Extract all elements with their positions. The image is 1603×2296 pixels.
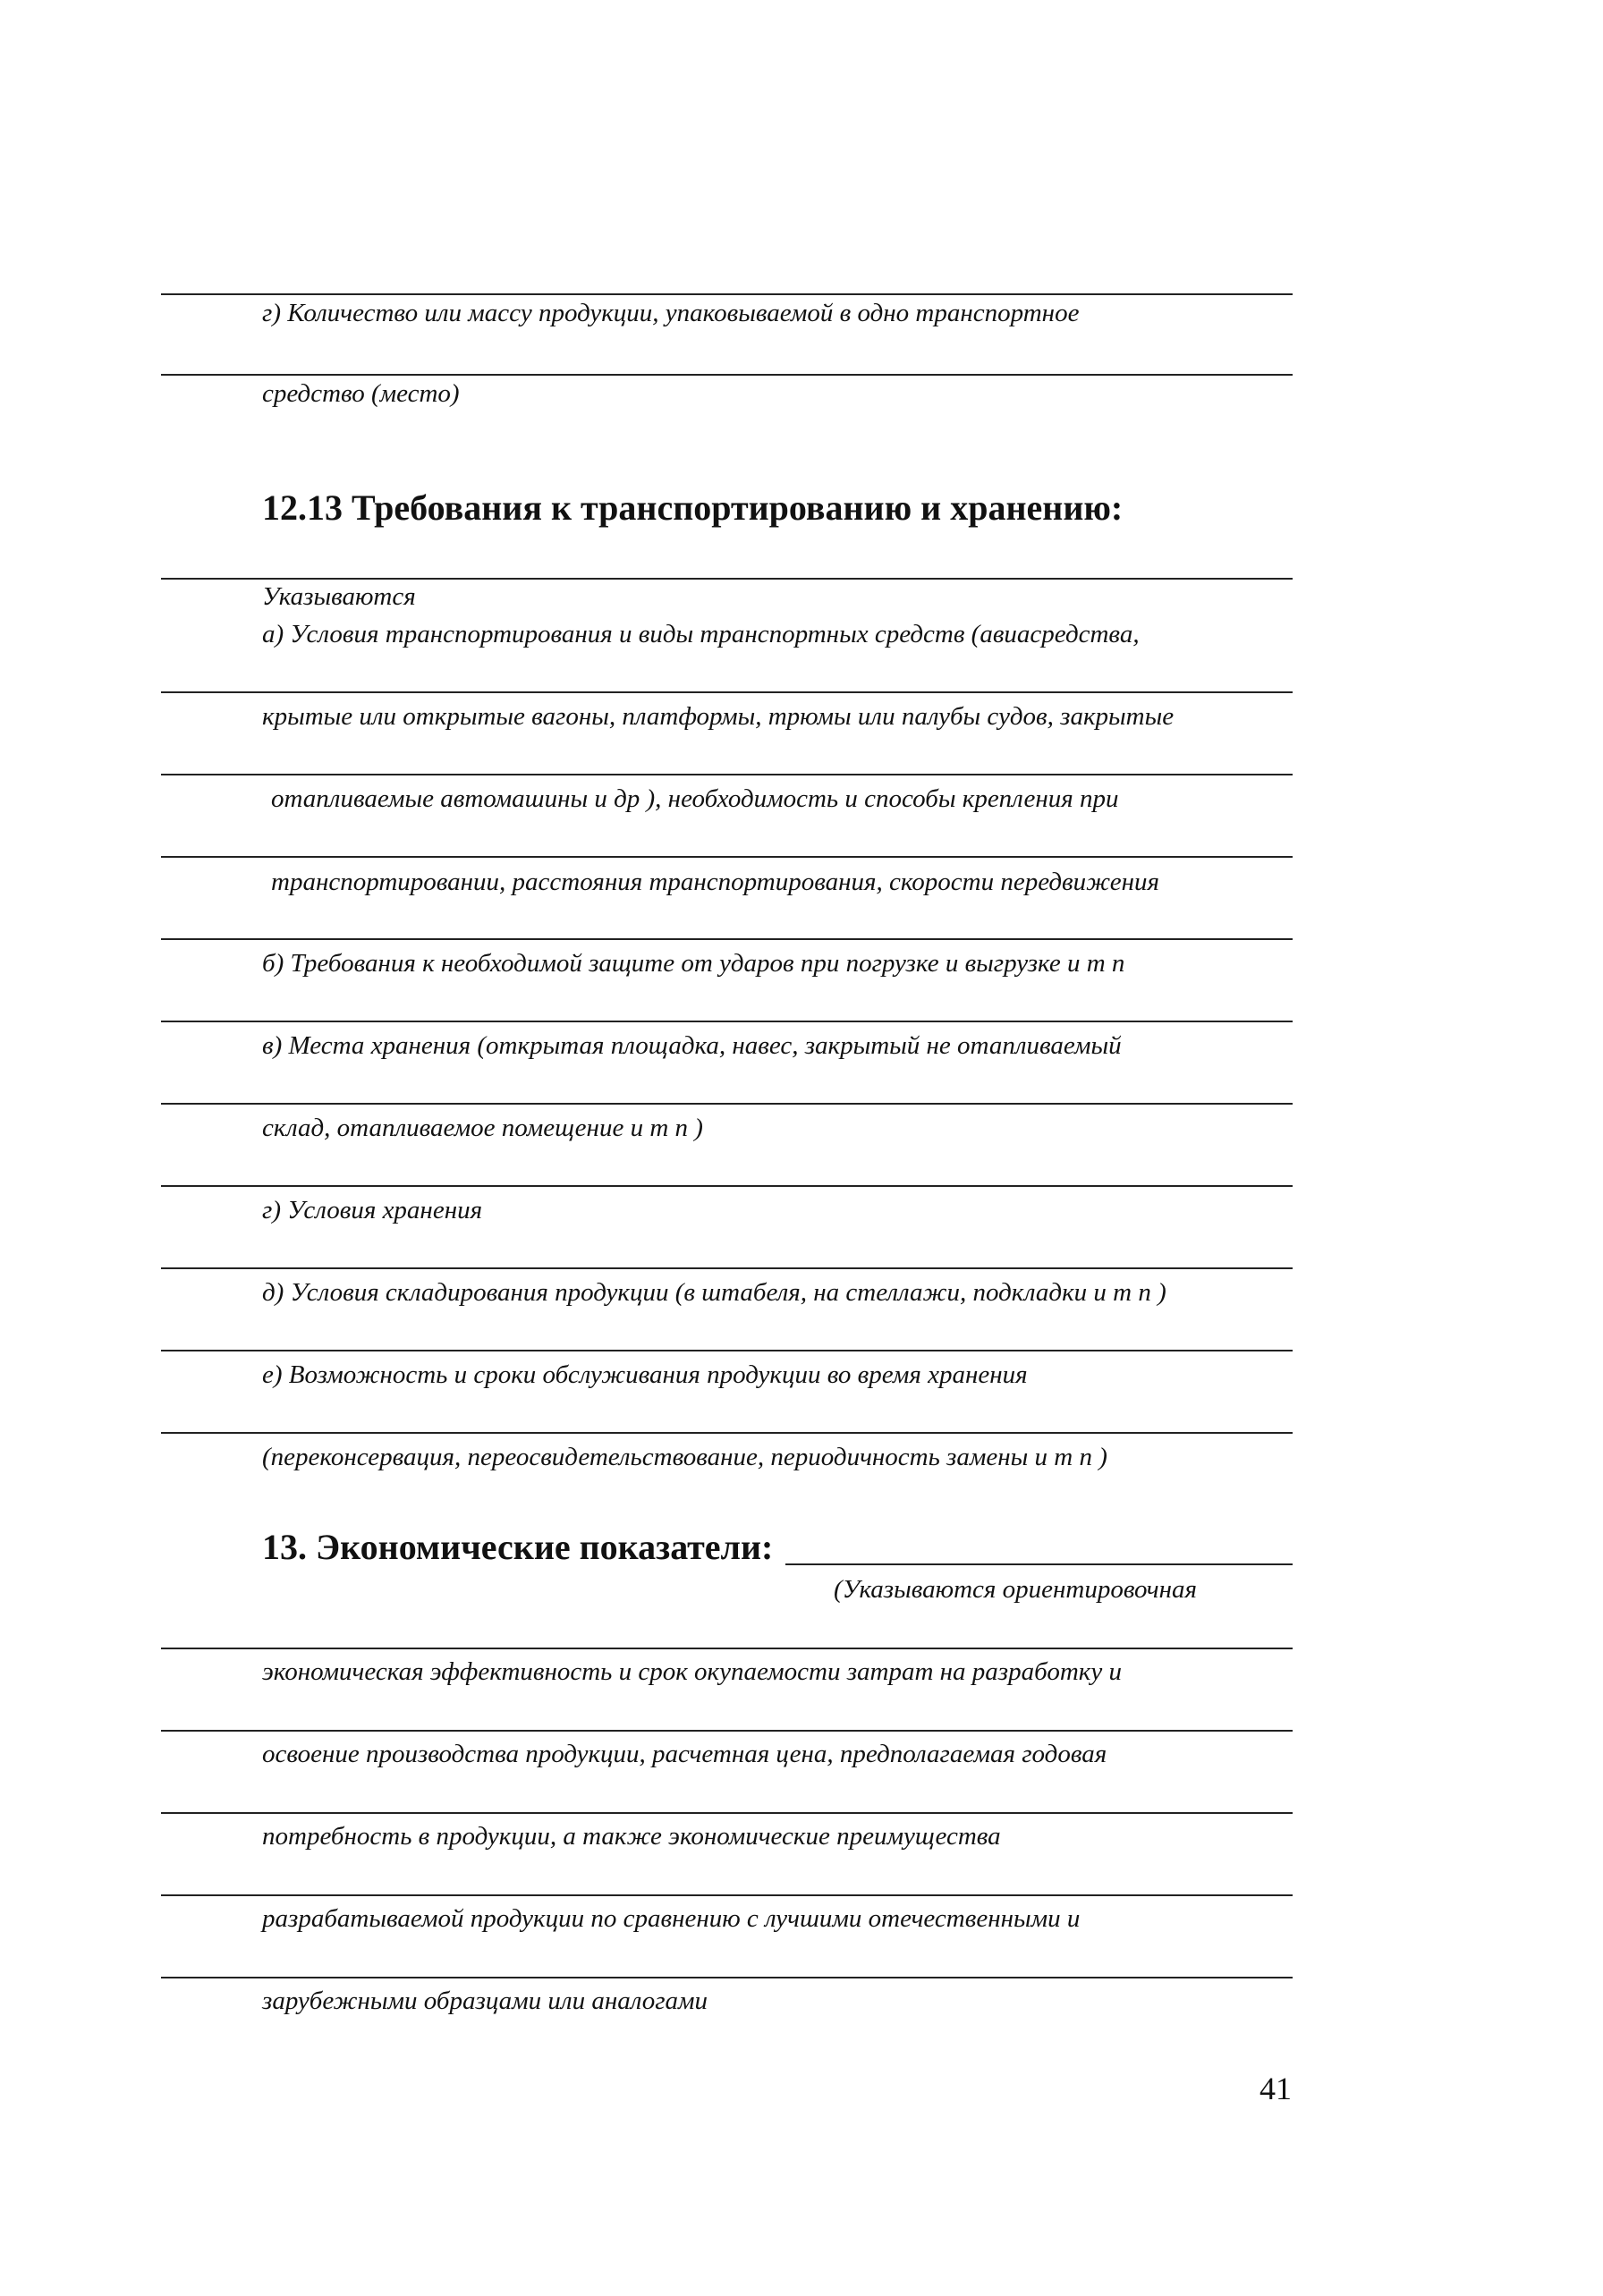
section-12-13-line: а) Условия транспортирования и виды транспортных средств (авиасредства, [262,620,1140,648]
section-13-line: экономическая эффективность и срок окупаемости затрат на разработку и [262,1657,1122,1686]
form-line [161,1350,1293,1351]
form-line [161,1730,1293,1732]
section-13-line: зарубежными образцами или аналогами [262,1987,708,2015]
section-13-line: разрабатываемой продукции по сравнению с лучшими отечественными и [262,1904,1081,1933]
item-g-quantity-line1: г) Количество или массу продукции, упаковываемой в одно транспортное [262,299,1080,327]
section-12-13-line: е) Возможность и сроки обслуживания продукции во время хранения [262,1360,1028,1389]
form-line [161,1021,1293,1022]
section-12-13-line: склад, отапливаемое помещение и т п ) [262,1114,703,1142]
form-line [161,691,1293,693]
form-line [161,774,1293,775]
section-12-13-line: (переконсервация, переосвидетельствование, периодичность замены и т п ) [262,1443,1107,1471]
form-line [161,1267,1293,1269]
form-line [161,938,1293,940]
form-line [161,1185,1293,1187]
form-line [161,1432,1293,1434]
form-line [161,856,1293,858]
section-13-heading: 13. Экономические показатели: [262,1527,774,1567]
section-12-13-line: отапливаемые автомашины и др ), необходимость и способы крепления при [271,784,1119,813]
section-12-13-line: транспортировании, расстояния транспортирования, скорости передвижения [271,868,1159,896]
form-line [161,1977,1293,1978]
section-12-13-line: г) Условия хранения [262,1196,483,1224]
form-line [161,374,1293,376]
section-13-line: (Указываются ориентировочная [834,1575,1197,1604]
form-line [161,1812,1293,1814]
form-line [161,293,1293,295]
section-12-13-heading: 12.13 Требования к транспортированию и хранению: [262,487,1124,528]
section-13-line: потребность в продукции, а также экономические преимущества [262,1822,1001,1851]
item-g-quantity-line2: средство (место) [262,379,460,408]
section-12-13-line: крытые или открытые вагоны, платформы, трюмы или палубы судов, закрытые [262,702,1175,731]
section-12-13-line: Указываются [262,582,416,611]
section-12-13-line: б) Требования к необходимой защите от ударов при погрузке и выгрузке и т п [262,949,1125,978]
page-number: 41 [1260,2071,1292,2106]
form-line [161,1103,1293,1105]
section-12-13-line: д) Условия складирования продукции (в штабеля, на стеллажи, подкладки и т п ) [262,1278,1166,1307]
form-line [161,578,1293,580]
section-12-13-line: в) Места хранения (открытая площадка, навес, закрытый не отапливаемый [262,1031,1122,1060]
form-line [161,1648,1293,1649]
heading-fill-line [785,1563,1293,1565]
section-13-line: освоение производства продукции, расчетная цена, предполагаемая годовая [262,1740,1107,1768]
form-line [161,1894,1293,1896]
